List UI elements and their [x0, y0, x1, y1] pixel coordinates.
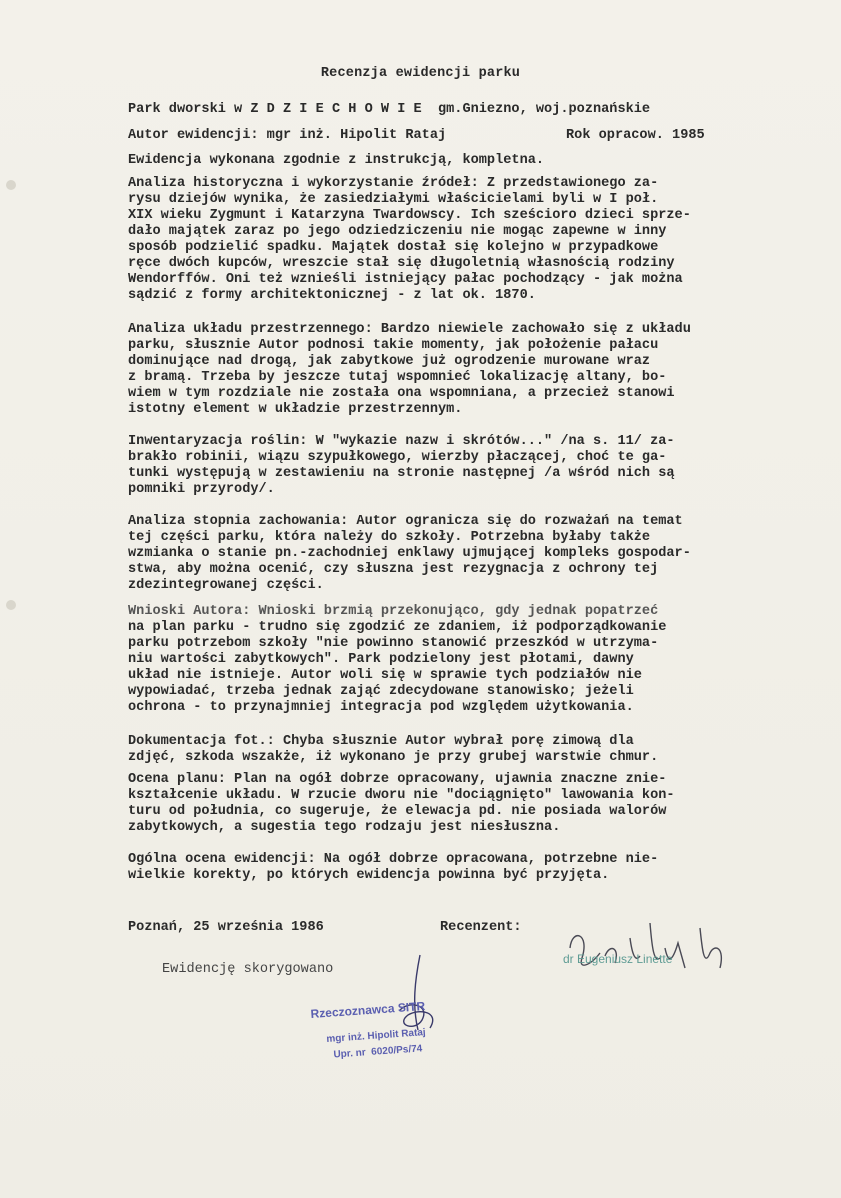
text-line: zabytkowych, a sugestia tego rodzaju jest niesłuszna. [128, 820, 561, 835]
paragraph-inventory [128, 434, 828, 498]
text-line: dominujące nad drogą, jak zabytkowe już ogrodzenie murowane wraz [128, 354, 651, 369]
year-line: Rok opracow. 1985 [566, 128, 705, 143]
text-line: brakło robinii, wiązu szypułkowego, wierzby płaczącej, choć te ga- [128, 450, 667, 465]
punch-hole [6, 180, 16, 190]
text-line: turu od południa, co sugeruje, że elewacja pd. nie posiada walorów [128, 804, 667, 819]
text-line: pomniki przyrody/. [128, 482, 275, 497]
text-line: sposób podzielić spadku. Majątek dostał się kolejno w przypadkowe [128, 240, 659, 255]
text-line: Analiza układu przestrzennego: Bardzo niewiele zachowało się z układu [128, 322, 691, 337]
paragraph-layout [128, 322, 828, 418]
text-line: Analiza historyczna i wykorzystanie źródeł: Z przedstawionego za- [128, 176, 659, 191]
text-line: niu wartości zabytkowych". Park podzielony jest płotami, dawny [128, 652, 634, 667]
text-line: wiem w tym rozdziale nie została ona wspomniana, a przecież stanowi [128, 386, 675, 401]
document-title: Recenzja ewidencji parku [320, 66, 521, 81]
paragraph-plan [128, 772, 828, 836]
text-line: zdjęć, szkoda wszakże, iż wykonano je przy grubej warstwie chmur. [128, 750, 659, 765]
text-line: parku, słusznie Autor podnosi takie momenty, jak położenie pałacu [128, 338, 659, 353]
paragraph-overall [128, 852, 828, 884]
paragraph-conclusions [128, 604, 828, 716]
text-line: wypowiadać, trzeba jednak zająć zdecydowane stanowisko; jeżeli [128, 684, 634, 699]
punch-hole [6, 600, 16, 610]
text-line: wzmianka o stanie pn.-zachodniej enklawy ujmującej kompleks gospodar- [128, 546, 691, 561]
reviewer-name-stamp: dr Eugeniusz Linette [563, 952, 673, 966]
sitr-stamp [309, 983, 514, 1077]
stamp-line-number: Upr. nr 6020/Ps/74 [333, 1043, 423, 1061]
text-line: Wnioski Autora: Wnioski brzmią przekonująco, gdy jednak popatrzeć [128, 604, 659, 619]
park-line: Park dworski w Z D Z I E C H O W I E gm.Gniezno, woj.poznańskie [128, 102, 651, 117]
text-line: na plan parku - trudno się zgodzić ze zdaniem, iż podporządkowanie [128, 620, 667, 635]
text-line: stwa, aby można ocenić, czy słuszna jest rezygnacja z ochrony tej [128, 562, 659, 577]
text-line: wielkie korekty, po których ewidencja powinna być przyjęta. [128, 868, 610, 883]
paragraph-history [128, 176, 828, 304]
text-line: ochrona - to przynajmniej integracja pod względem użytkowania. [128, 700, 634, 715]
completeness-line: Ewidencja wykonana zgodnie z instrukcją, kompletna. [128, 153, 545, 168]
corrected-note: Ewidencję skorygowano [162, 962, 334, 977]
stamp-line-name: mgr inż. Hipolit Rataj [326, 1027, 427, 1045]
text-line: Wendorffów. Oni też wznieśli istniejący pałac pochodzący - jak można [128, 272, 683, 287]
text-line: tej części parku, która należy do szkoły. Potrzebna byłaby także [128, 530, 651, 545]
text-line: dało majątek zaraz po jego odziedziczeniu nie mogąc zapewne w inny [128, 224, 667, 239]
text-line: Inwentaryzacja roślin: W "wykazie nazw i skrótów..." /na s. 11/ za- [128, 434, 675, 449]
text-line: kształcenie układu. W rzucie dworu nie "dociągnięto" lawowania kon- [128, 788, 675, 803]
paragraph-condition [128, 514, 828, 594]
text-line: parku potrzebom szkoły "nie powinno stanowić przeszkód w utrzyma- [128, 636, 659, 651]
text-line: ręce dwóch kupców, wreszcie stał się długoletnią własnością rodziny [128, 256, 675, 271]
text-line: Ocena planu: Plan na ogół dobrze opracowany, ujawnia znaczne znie- [128, 772, 667, 787]
text-line: rysu dziejów wynika, że zasiedziałymi właścicielami byli w I poł. [128, 192, 659, 207]
text-line: Ogólna ocena ewidencji: Na ogół dobrze opracowana, potrzebne nie- [128, 852, 659, 867]
text-line: Analiza stopnia zachowania: Autor ogranicza się do rozważań na temat [128, 514, 683, 529]
stamp-line-title: Rzeczoznawca SITR [310, 999, 426, 1022]
text-line: tunki występują w zestawieniu na stronie następnej /a wśród nich są [128, 466, 675, 481]
reviewer-signature [560, 908, 740, 988]
reviewer-label: Recenzent: [440, 920, 522, 935]
place-date: Poznań, 25 września 1986 [128, 920, 324, 935]
text-line: XIX wieku Zygmunt i Katarzyna Twardowscy. Ich sześcioro dzieci sprze- [128, 208, 691, 223]
text-line: zdezintegrowanej części. [128, 578, 324, 593]
text-line: sądzić z formy architektonicznej - z lat ok. 1870. [128, 288, 536, 303]
text-line: układ nie istnieje. Autor woli się w sprawie tych podziałów nie [128, 668, 642, 683]
text-line: Dokumentacja fot.: Chyba słusznie Autor wybrał porę zimową dla [128, 734, 634, 749]
author-line: Autor ewidencji: mgr inż. Hipolit Rataj [128, 128, 447, 143]
paragraph-photos [128, 734, 828, 766]
text-line: z bramą. Trzeba by jeszcze tutaj wspomnieć lokalizację altany, bo- [128, 370, 667, 385]
text-line: istotny element w układzie przestrzennym. [128, 402, 463, 417]
